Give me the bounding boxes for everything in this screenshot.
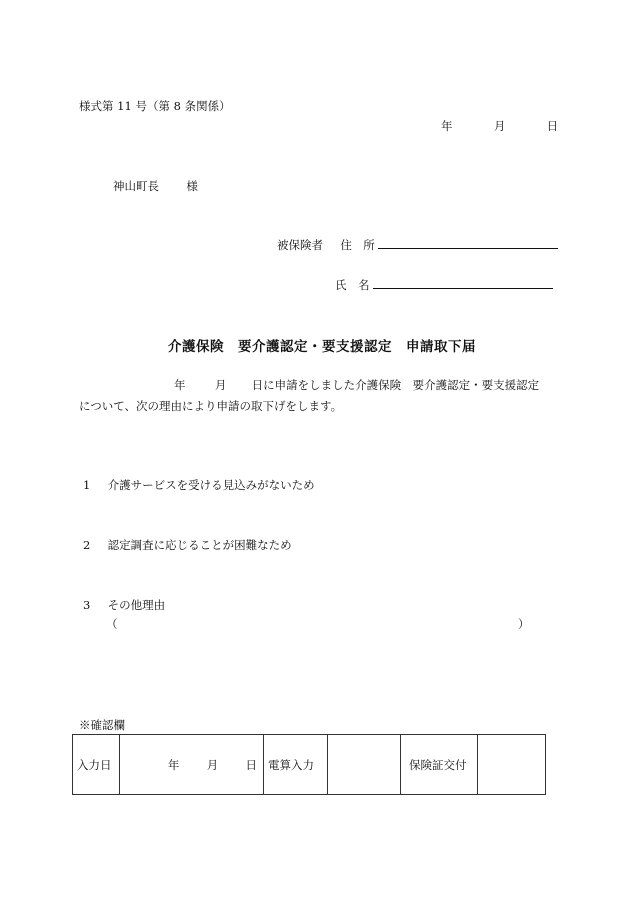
other-reason-field[interactable] xyxy=(124,614,514,632)
applicant-name-row xyxy=(335,277,553,293)
date-day-label: 日 xyxy=(546,119,559,133)
reason-number: 3 xyxy=(83,598,91,612)
computer-entry-label-cell xyxy=(264,735,328,795)
reason-text: 認定調査に応じることが困難なため xyxy=(107,538,292,552)
body-line-2: について、次の理由により申請の取下げをします。 xyxy=(79,399,343,413)
reason-number: 1 xyxy=(83,478,91,492)
name-field[interactable] xyxy=(373,288,553,289)
input-date-label-cell xyxy=(73,735,120,795)
insurance-card-label: 保険証交付 xyxy=(409,757,467,772)
confirmation-heading: ※確認欄 xyxy=(79,718,125,732)
input-date-month: 月 xyxy=(206,757,219,772)
addressee xyxy=(113,178,198,194)
reason-item-2[interactable] xyxy=(83,537,292,553)
document-title: 介護保険 要介護認定・要支援認定 申請取下届 xyxy=(168,339,476,355)
reason-number: 2 xyxy=(83,538,91,552)
input-date-year: 年 xyxy=(167,757,180,772)
date-line xyxy=(441,118,558,134)
body-year-label: 年 xyxy=(174,378,186,392)
name-label: 氏 名 xyxy=(335,278,370,292)
addressee-name: 神山町長 xyxy=(113,179,159,193)
input-date-day: 日 xyxy=(245,757,257,772)
computer-entry-value-cell[interactable] xyxy=(328,735,401,795)
computer-entry-label: 電算入力 xyxy=(268,757,314,772)
form-number: 様式第 11 号（第 8 条関係） xyxy=(79,99,231,113)
other-reason-open-paren: （ xyxy=(106,617,118,631)
reason-item-1[interactable] xyxy=(83,477,315,493)
reason-text: その他理由 xyxy=(107,598,166,612)
insurance-card-label-cell xyxy=(401,735,478,795)
addressee-honorific: 様 xyxy=(186,179,198,193)
reason-item-3[interactable] xyxy=(83,597,165,613)
input-date-label: 入力日 xyxy=(77,757,112,772)
address-field[interactable] xyxy=(378,248,558,249)
body-line-1 xyxy=(174,377,539,393)
applicant-role-label: 被保険者 xyxy=(277,238,323,252)
date-month-label: 月 xyxy=(493,119,506,133)
address-label: 住 所 xyxy=(340,238,375,252)
body-month-label: 月 xyxy=(214,378,227,392)
body-line-1-text: 日に申請をしました介護保険 要介護認定・要支援認定 xyxy=(251,378,540,392)
confirmation-table xyxy=(72,734,546,795)
insurance-card-value-cell[interactable] xyxy=(478,735,546,795)
input-date-value-cell[interactable] xyxy=(120,735,264,795)
date-year-label: 年 xyxy=(441,119,453,133)
reason-text: 介護サービスを受ける見込みがないため xyxy=(107,478,315,492)
applicant-address-row xyxy=(277,237,558,253)
other-reason-close-paren: ） xyxy=(518,617,530,631)
